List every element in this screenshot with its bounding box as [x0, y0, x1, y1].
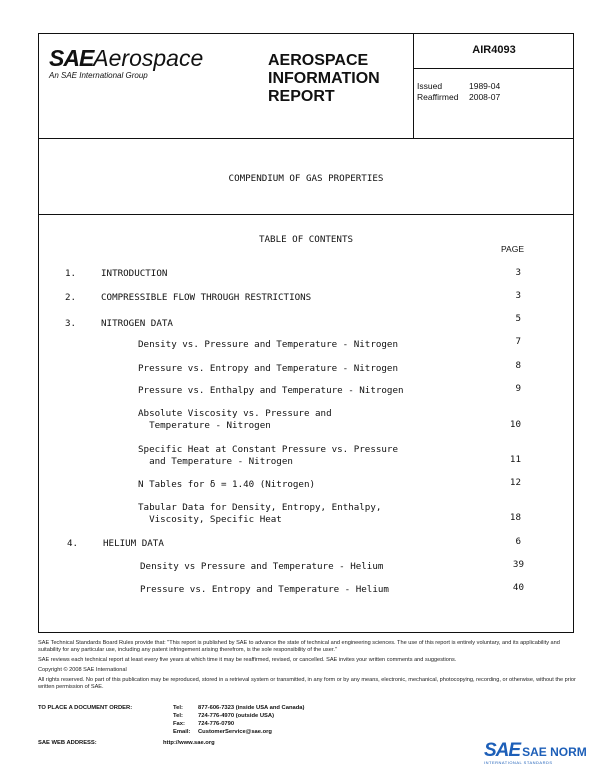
tel-number[interactable]: 877-606-7323 (inside USA and Canada)	[198, 705, 305, 711]
reaffirmed-label: Reaffirmed	[417, 92, 459, 102]
toc-entry-page: 8	[515, 360, 521, 371]
footer-review: SAE reviews each technical report at least every five years at which time it may be reaffirmed, revised, or cancelled. SAE invites your written comments and suggestions.	[38, 657, 457, 663]
toc-entry-text-line-1: Specific Heat at Constant Pressure vs. Pressure	[138, 444, 398, 455]
document-frame	[38, 33, 574, 633]
title-bottom-divider	[39, 214, 573, 215]
toc-entry-number: 1.	[65, 268, 77, 279]
watermark-subtext: INTERNATIONAL STANDARDS	[484, 760, 553, 765]
date-block	[417, 81, 500, 103]
toc-entry-number: 3.	[65, 318, 77, 329]
toc-entry-page: 3	[515, 267, 521, 278]
toc-title: TABLE OF CONTENTS	[258, 234, 354, 245]
header-bottom-divider	[39, 138, 573, 139]
toc-entry-text: N Tables for δ = 1.40 (Nitrogen)	[138, 479, 316, 490]
toc-entry-text-line-2: Viscosity, Specific Heat	[138, 514, 282, 525]
sae-aerospace-logo	[49, 46, 203, 80]
issued-date: 1989-04	[469, 81, 501, 91]
issued-label: Issued	[417, 81, 443, 91]
toc-entry-page: 9	[515, 383, 521, 394]
toc-entry-page: 12	[509, 477, 521, 488]
sae-norm-watermark	[484, 740, 587, 765]
email-label: Email:	[173, 729, 191, 735]
toc-page-header: PAGE	[501, 244, 524, 254]
footer-policy: SAE Technical Standards Board Rules provide that: "This report is published by SAE to advance the state of technical and engineering sciences. The use of this report is entirely voluntary, and its applicability and suitability for any particular use, including any patent infringement arising therefrom, is the sole responsibility of the user."	[38, 640, 560, 653]
toc-entry-text: Pressure vs. Entropy and Temperature - Nitrogen	[138, 363, 398, 374]
toc-entry-page: 11	[509, 454, 521, 465]
toc-entry-page: 3	[515, 290, 521, 301]
toc-entry-page: 7	[515, 336, 521, 347]
toc-entry-number: 2.	[65, 292, 77, 303]
toc-entry-text: Pressure vs. Enthalpy and Temperature - Nitrogen	[138, 385, 404, 396]
toc-entry-page: 5	[515, 313, 521, 324]
toc-entry-number: 4.	[67, 538, 79, 549]
doc-number-divider	[413, 68, 573, 69]
toc-entry-text: Density vs Pressure and Temperature - Helium	[140, 561, 384, 572]
tel-label: Tel:	[173, 705, 183, 711]
toc-entry-text-line-2: and Temperature - Nitrogen	[138, 456, 293, 467]
footer-copyright: Copyright © 2008 SAE International	[38, 667, 127, 673]
fax-label: Fax:	[173, 721, 185, 727]
footer-notices	[38, 640, 583, 694]
logo-light-text: Aerospace	[93, 45, 204, 71]
watermark-row	[484, 740, 587, 762]
toc-entry-text: COMPRESSIBLE FLOW THROUGH RESTRICTIONS	[101, 292, 312, 303]
toc-entry-page: 39	[512, 559, 524, 570]
document-title: COMPENDIUM OF GAS PROPERTIES	[228, 173, 384, 184]
report-type-title	[268, 52, 380, 106]
web-address-label: SAE WEB ADDRESS:	[38, 740, 97, 746]
order-label: TO PLACE A DOCUMENT ORDER:	[38, 705, 133, 711]
footer-rights: All rights reserved. No part of this publication may be reproduced, stored in a retrieval system or transmitted, in any form or by any means, electronic, mechanical, photocopying, recording, or otherwise, without the prior written permission of SAE.	[38, 677, 576, 690]
web-address-link[interactable]: http://www.sae.org	[163, 740, 215, 746]
toc-entry-page: 18	[509, 512, 521, 523]
toc-entry-page: 10	[509, 419, 521, 430]
report-type-line-1: AEROSPACE	[268, 52, 369, 69]
logo-subtitle: An SAE International Group	[49, 71, 148, 80]
toc-entry-text: Pressure vs. Entropy and Temperature - Helium	[140, 584, 389, 595]
toc-entry-text: Density vs. Pressure and Temperature - Nitrogen	[138, 339, 398, 350]
document-number: AIR4093	[472, 44, 516, 56]
toc-entry-text: HELIUM DATA	[103, 538, 164, 549]
toc-entry-page: 6	[515, 536, 521, 547]
logo-bold-text: SAE	[49, 45, 94, 71]
report-type-line-3: REPORT	[268, 88, 335, 105]
watermark-text: SAE NORM	[522, 745, 587, 759]
toc-entry-text: NITROGEN DATA	[101, 318, 173, 329]
watermark-sae-mark: SAE	[484, 740, 521, 761]
report-type-line-2: INFORMATION	[268, 70, 380, 87]
toc-entry-text-line-2: Temperature - Nitrogen	[138, 420, 271, 431]
toc-entry-text: INTRODUCTION	[101, 268, 168, 279]
toc-entry-text-line-1: Tabular Data for Density, Entropy, Enthalpy,	[138, 502, 382, 513]
fax-number: 724-776-0790	[198, 721, 235, 727]
toc-entry-text-line-1: Absolute Viscosity vs. Pressure and	[138, 408, 332, 419]
email-link[interactable]: CustomerService@sae.org	[198, 729, 272, 735]
header-vertical-divider	[413, 34, 414, 138]
tel2-label: Tel:	[173, 713, 183, 719]
tel2-number[interactable]: 724-776-4970 (outside USA)	[198, 713, 275, 719]
reaffirmed-date: 2008-07	[469, 92, 501, 102]
toc-entry-page: 40	[512, 582, 524, 593]
